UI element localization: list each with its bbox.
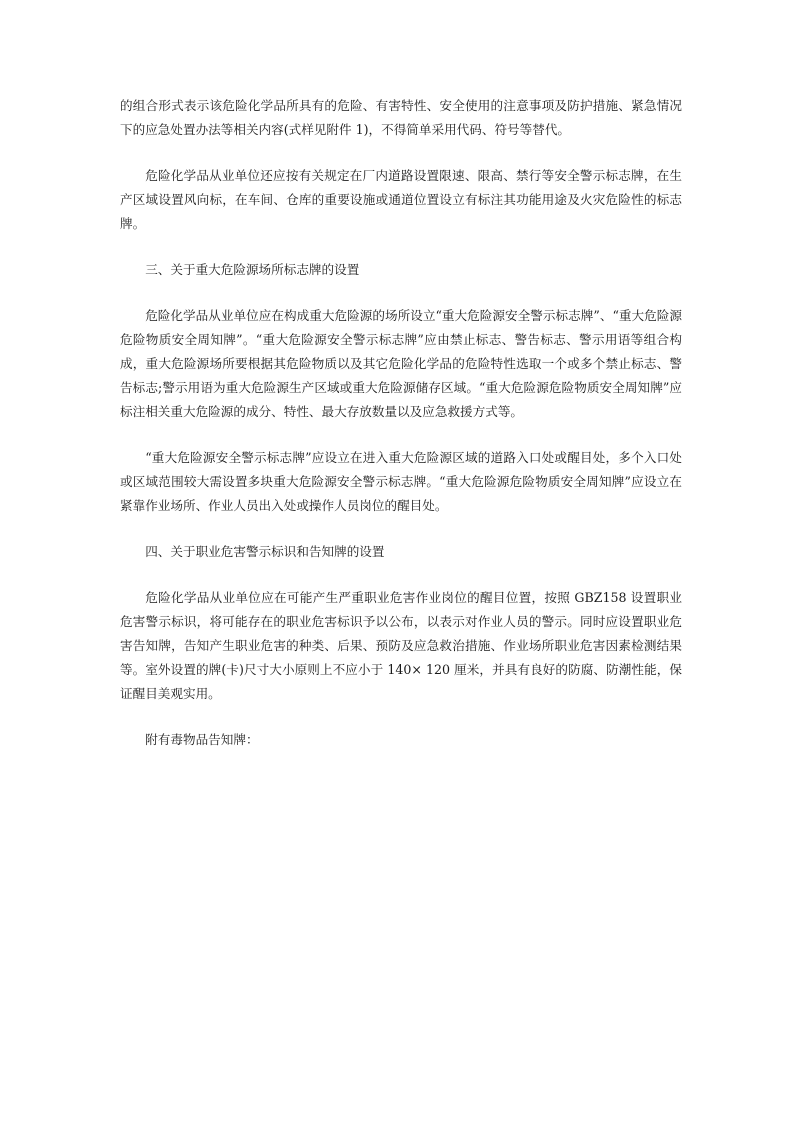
section-heading-4: 四、关于职业危害警示标识和告知牌的设置 — [145, 544, 385, 559]
document-page — [120, 94, 682, 774]
paragraph-attachment-note: 附有毒物品告知牌： — [145, 732, 259, 747]
paragraph-road-signs: 危险化学品从业单位还应按有关规定在厂内道路设置限速、限高、禁行等安全警示标志牌，在生产区域设置风向标，在车间、仓库的重要设施或通道位置设立有标注其功能用途及火灾危险性的标志牌。 — [120, 168, 682, 231]
paragraph-sign-placement: “重大危险源安全警示标志牌”应设立在进入重大危险源区域的道路入口处或醒目处，多个入口处或区域范围较大需设置多块重大危险源安全警示标志牌。“重大危险源危险物质安全周知牌”应设立在紧靠作业场所、作业人员出入处或操作人员岗位的醒目处。 — [120, 450, 682, 513]
paragraph-continuation: 的组合形式表示该危险化学品所具有的危险、有害特性、安全使用的注意事项及防护措施、紧急情况下的应急处置办法等相关内容(式样见附件 1)，不得简单采用代码、符号等替代。 — [120, 98, 682, 137]
section-heading-3: 三、关于重大危险源场所标志牌的设置 — [145, 262, 360, 277]
paragraph-major-hazard-signs: 危险化学品从业单位应在构成重大危险源的场所设立“重大危险源安全警示标志牌”、“重大危险源危险物质安全周知牌”。“重大危险源安全警示标志牌”应由禁止标志、警告标志、警示用语等组合构成，重大危险源场所要根据其危险物质以及其它危险化学品的危险特性选取一个或多个禁止标志、警告标志;警示用语为重大危险源生产区域或重大危险源储存区域。“重大危险源危险物质安全周知牌”应标注相关重大危险源的成分、特性、最大存放数量以及应急救援方式等。 — [120, 308, 682, 419]
paragraph-occupational-hazard: 危险化学品从业单位应在可能产生严重职业危害作业岗位的醒目位置，按照 GBZ158 设置职业危害警示标识，将可能存在的职业危害标识予以公布，以表示对作业人员的警示。同时应设置职业危害告知牌，告知产生职业危害的种类、后果、预防及应急救治措施、作业场所职业危害因素检测结果等。室外设置的牌(卡)尺寸大小原则上不应小于 140× 120 厘米，并具有良好的防腐、防潮性能，保证醒目美观实用。 — [120, 590, 682, 701]
